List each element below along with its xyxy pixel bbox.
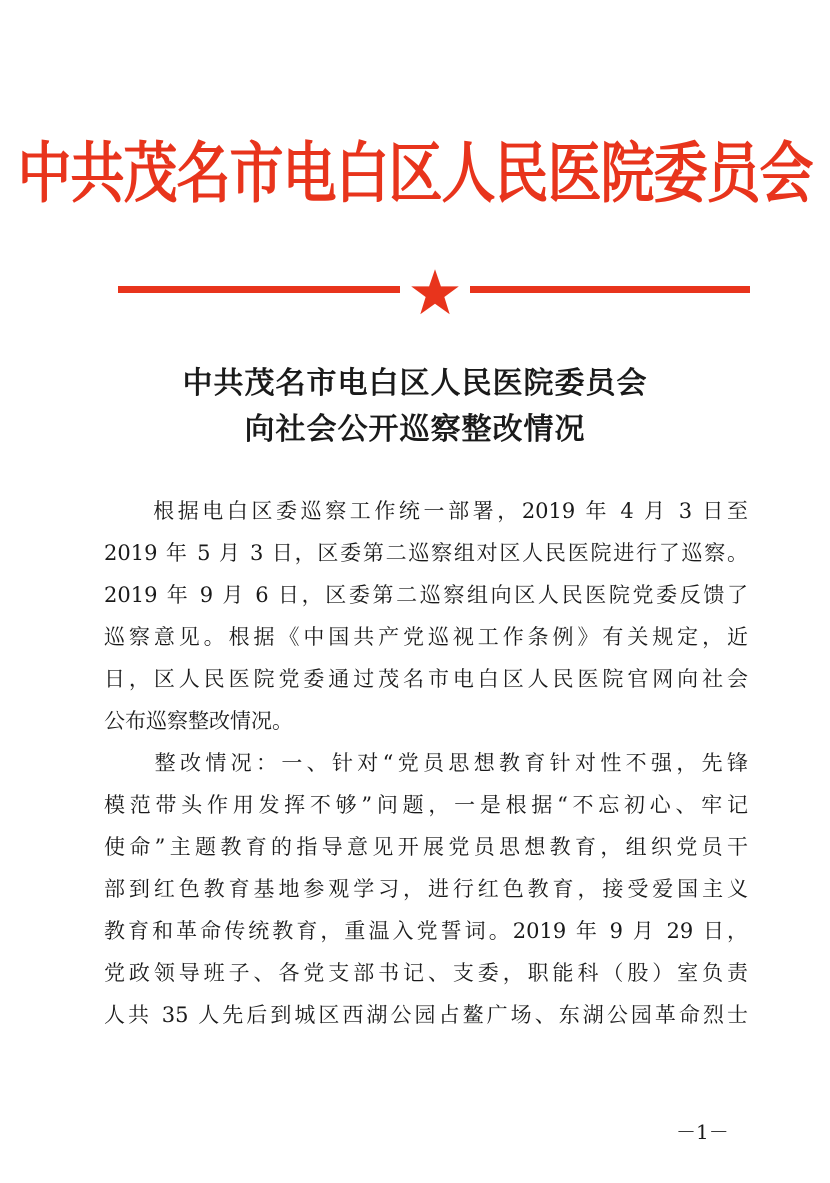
divider-rule-left xyxy=(118,286,400,293)
page-number: －1－ xyxy=(676,1120,729,1144)
text-line: 日，区人民医院党委通过茂名市电白区人民医院官网向社会 xyxy=(104,667,748,691)
text-line: 2019 年 5 月 3 日，区委第二巡察组对区人民医院进行了巡察。 xyxy=(104,541,748,565)
text-line: 巡察意见。根据《中国共产党巡视工作条例》有关规定，近 xyxy=(104,625,748,649)
text-line: 整改情况：一、针对“党员思想教育针对性不强，先锋 xyxy=(104,751,748,775)
text-line: 党政领导班子、各党支部书记、支委，职能科（股）室负责 xyxy=(104,961,748,985)
text-line: 2019 年 9 月 6 日，区委第二巡察组向区人民医院党委反馈了 xyxy=(104,583,748,607)
text-line: 公布巡察整改情况。 xyxy=(104,709,293,733)
text-line: 模范带头作用发挥不够”问题，一是根据“不忘初心、牢记 xyxy=(104,793,748,817)
divider-rule-right xyxy=(470,286,750,293)
document-title-line-2: 向社会公开巡察整改情况 xyxy=(244,412,586,447)
text-line: 部到红色教育基地参观学习，进行红色教育，接受爱国主义 xyxy=(104,877,748,901)
paragraph-1 xyxy=(104,490,748,742)
document-title-line-1: 中共茂名市电白区人民医院委员会 xyxy=(182,366,648,401)
paragraph-2 xyxy=(104,742,748,1036)
text-line: 人共 35 人先后到城区西湖公园占鳌广场、东湖公园革命烈士 xyxy=(104,1003,748,1027)
text-line: 教育和革命传统教育，重温入党誓词。2019 年 9 月 29 日， xyxy=(104,919,748,943)
document-body xyxy=(104,490,748,1036)
masthead-title: 中共茂名市电白区人民医院委员会 xyxy=(17,133,813,212)
text-line: 根据电白区委巡察工作统一部署，2019 年 4 月 3 日至 xyxy=(104,499,748,523)
text-line: 使命”主题教育的指导意见开展党员思想教育，组织党员干 xyxy=(104,835,748,859)
star-icon xyxy=(410,268,460,316)
